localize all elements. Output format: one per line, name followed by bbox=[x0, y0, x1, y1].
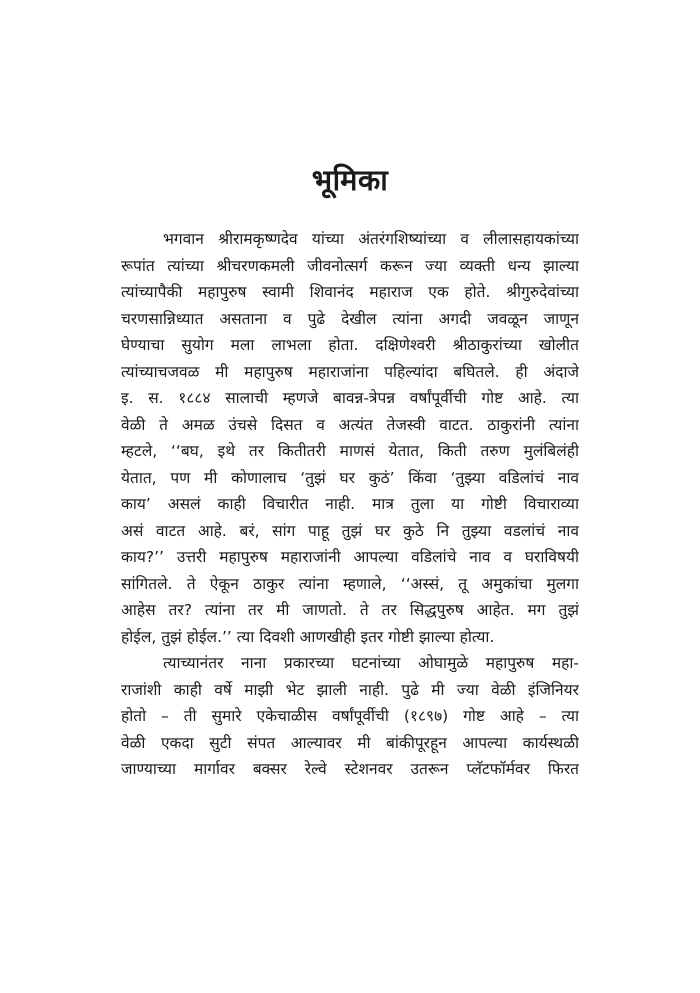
text-line: घेण्याचा सुयोग मला लाभला होता. दक्षिणेश्वरी श्रीठाकुरांच्या खोलीत bbox=[121, 336, 579, 354]
text-line: म्हटले, ‘‘बघ, इथे तर कितीतरी माणसं येतात, किती तरुण मुलंबिलंही bbox=[121, 442, 579, 460]
text-line: जाण्याच्या मार्गावर बक्सर रेल्वे स्टेशनवर उतरून प्लॅटफॉर्मवर फिरत bbox=[121, 760, 579, 778]
text-line: चरणसान्निध्यात असताना व पुढे देखील त्यांना अगदी जवळून जाणून bbox=[121, 309, 579, 328]
page-title: भूमिका bbox=[311, 163, 389, 197]
text-line: त्याच्यानंतर नाना प्रकारच्या घटनांच्या ओघामुळे महापुरुष महा- bbox=[163, 654, 579, 672]
text-line: वेळी ते अमळ उंचसे दिसत व अत्यंत तेजस्वी वाटत. ठाकुरांनी त्यांना bbox=[121, 415, 579, 434]
text-line: काय’ असलं काही विचारीत नाही. मात्र तुला या गोष्टी विचाराव्या bbox=[121, 495, 579, 513]
paragraph-2 bbox=[121, 650, 579, 783]
text-line: असं वाटत आहे. बरं, सांग पाहू तुझं घर कुठे नि तुझ्या वडलांचं नाव bbox=[121, 521, 579, 540]
text-line: राजांशी काही वर्षे माझी भेट झाली नाही. पुढे मी ज्या वेळी इंजिनियर bbox=[121, 680, 579, 699]
paragraph-1 bbox=[121, 226, 579, 650]
text-line: होईल, तुझं होईल.’’ त्या दिवशी आणखीही इतर गोष्टी झाल्या होत्या. bbox=[121, 627, 495, 646]
text-line: होतो – ती सुमारे एकेचाळीस वर्षांपूर्वीची (१८९७) गोष्ट आहे – त्या bbox=[121, 707, 579, 725]
text-line: इ. स. १८८४ सालाची म्हणजे बावन्न-त्रेपन्न वर्षांपूर्वीची गोष्ट आहे. त्या bbox=[121, 389, 579, 407]
text-line: त्यांच्यापैकी महापुरुष स्वामी शिवानंद महाराज एक होते. श्रीगुरुदेवांच्या bbox=[121, 283, 579, 301]
text-line: सांगितले. ते ऐकून ठाकुर त्यांना म्हणाले, ‘‘अस्सं, तू अमुकांचा मुलगा bbox=[121, 574, 579, 593]
text-line: येतात, पण मी कोणालाच ‘तुझं घर कुठं’ किंवा ‘तुझ्या वडिलांचं नाव bbox=[121, 468, 579, 487]
text-line: काय?’’ उत्तरी महापुरुष महाराजांनी आपल्या वडिलांचे नाव व घराविषयी bbox=[121, 548, 579, 566]
text-line: वेळी एकदा सुटी संपत आल्यावर मी बांकीपूरहून आपल्या कार्यस्थळी bbox=[121, 733, 579, 752]
text-line: भगवान श्रीरामकृष्णदेव यांच्या अंतरंगशिष्यांच्या व लीलासहायकांच्या bbox=[163, 230, 579, 248]
body-text bbox=[121, 226, 579, 783]
text-line: त्यांच्याचजवळ मी महापुरुष महाराजांना पहिल्यांदा बघितले. ही अंदाजे bbox=[121, 362, 579, 381]
text-line: रूपांत त्यांच्या श्रीचरणकमली जीवनोत्सर्ग करून ज्या व्यक्ती धन्य झाल्या bbox=[121, 256, 579, 275]
text-line: आहेस तर? त्यांना तर मी जाणतो. ते तर सिद्धपुरुष आहेत. मग तुझं bbox=[121, 601, 579, 619]
